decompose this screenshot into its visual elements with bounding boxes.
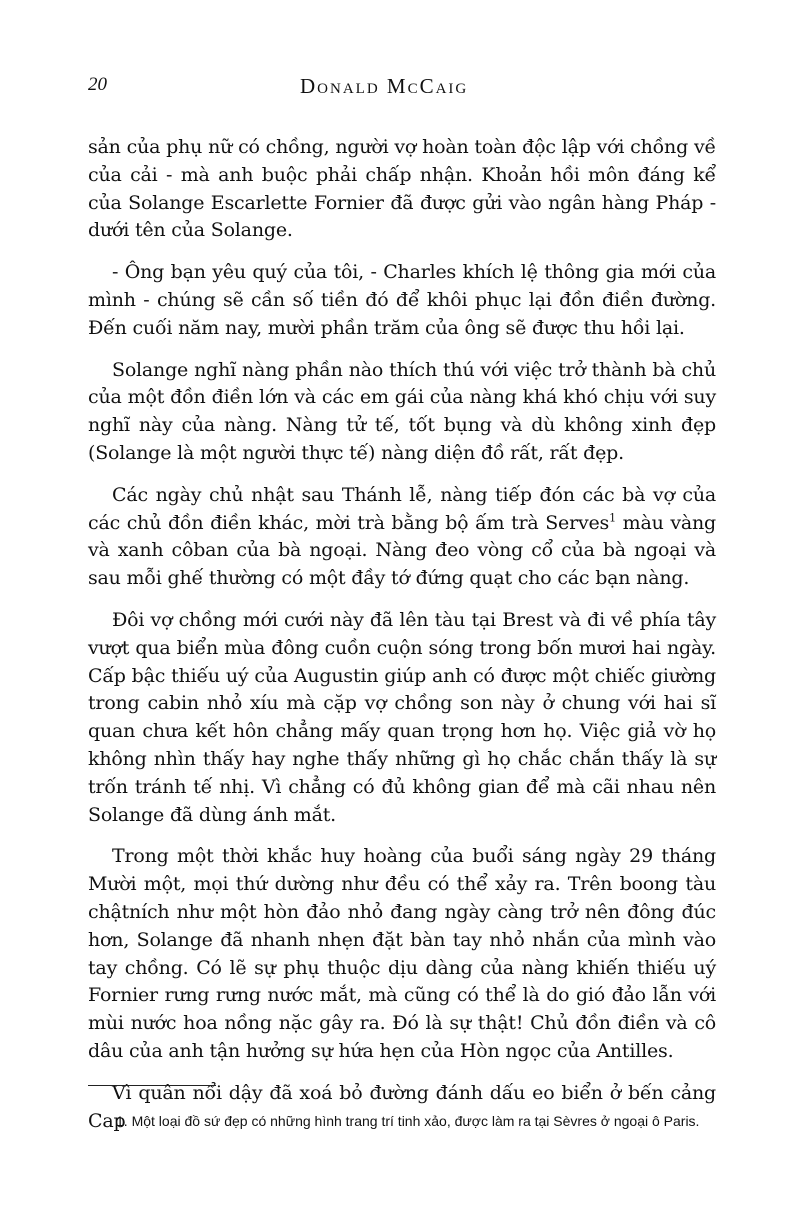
running-head: Donald McCaig — [300, 74, 469, 98]
paragraph-text: Các ngày chủ nhật sau Thánh lễ, nàng tiếp đón các bà vợ của các chủ đồn điền khác, mời trà bằng bộ ấm trà Serves — [88, 483, 716, 534]
page-header — [88, 74, 728, 104]
paragraph: Trong một thời khắc huy hoàng của buổi sáng ngày 29 tháng Mười một, mọi thứ dường như đều có thể xảy ra. Trên boong tàu chậtních như một hòn đảo nhỏ đang ngày càng trở nên đông đúc hơn, Solange đã nhanh nhẹn đặt bàn tay nhỏ nhắn của mình vào tay chồng. Có lẽ sự phụ thuộc dịu dàng của nàng khiến thiếu uý Fornier rưng rưng nước mắt, mà cũng có thể là do gió đảo lẫn với mùi nước hoa nồng nặc gây ra. Đó là sự thật! Chủ đồn điền và cô dâu của anh tận hưởng sự hứa hẹn của Hòn ngọc của Antilles. — [88, 845, 716, 1062]
paragraph: sản của phụ nữ có chồng, người vợ hoàn toàn độc lập với chồng về của cải - mà anh buộc phải chấp nhận. Khoản hồi môn đáng kể của Solange Escarlette Fornier đã được gửi vào ngân hàng Pháp - dưới tên của Solange. — [88, 136, 716, 242]
paragraph-text: màu vàng và xanh côban của bà ngoại. Nàng đeo vòng cổ của bà ngoại và sau mỗi ghế thường có một đầy tớ đứng quạt cho các bạn nàng. — [88, 511, 716, 590]
footnote: 1. Một loại đồ sứ đẹp có những hình trang trí tinh xảo, được làm ra tại Sèvres ở ngoại ô Paris. — [116, 1113, 700, 1129]
paragraph — [88, 482, 716, 593]
page-number: 20 — [88, 74, 107, 95]
paragraph: Solange nghĩ nàng phần nào thích thú với việc trở thành bà chủ của một đồn điền lớn và các em gái của nàng khá khó chịu với suy nghĩ này của nàng. Nàng tử tế, tốt bụng và dù không xinh đẹp (Solange là một người thực tế) nàng diện đồ rất, rất đẹp. — [88, 358, 716, 464]
paragraph: Vì quân nổi dậy đã xoá bỏ đường đánh dấu eo biển ở bến cảng Cap — [88, 1081, 716, 1132]
paragraph: Đôi vợ chồng mới cưới này đã lên tàu tại Brest và đi về phía tây vượt qua biển mùa đông cuồn cuộn sóng trong bốn mươi hai ngày. Cấp bậc thiếu uý của Augustin giúp anh có được một chiếc giường trong cabin nhỏ xíu mà cặp vợ chồng son này ở chung với hai sĩ quan chưa kết hôn chẳng mấy quan trọng hơn họ. Việc giả vờ họ không nhìn thấy hay nghe thấy những gì họ chắc chắn thấy là sự trốn tránh tế nhị. Vì chẳng có đủ không gian để mà cãi nhau nên Solange đã dùng ánh mắt. — [88, 608, 716, 826]
body-text — [88, 134, 716, 1149]
footnote-divider — [88, 1085, 216, 1086]
footnote-marker: 1 — [609, 511, 616, 525]
paragraph: - Ông bạn yêu quý của tôi, - Charles khích lệ thông gia mới của mình - chúng sẽ cần số tiền đó để khôi phục lại đồn điền đường. Đến cuối năm nay, mười phần trăm của ông sẽ được thu hồi lại. — [88, 261, 716, 339]
